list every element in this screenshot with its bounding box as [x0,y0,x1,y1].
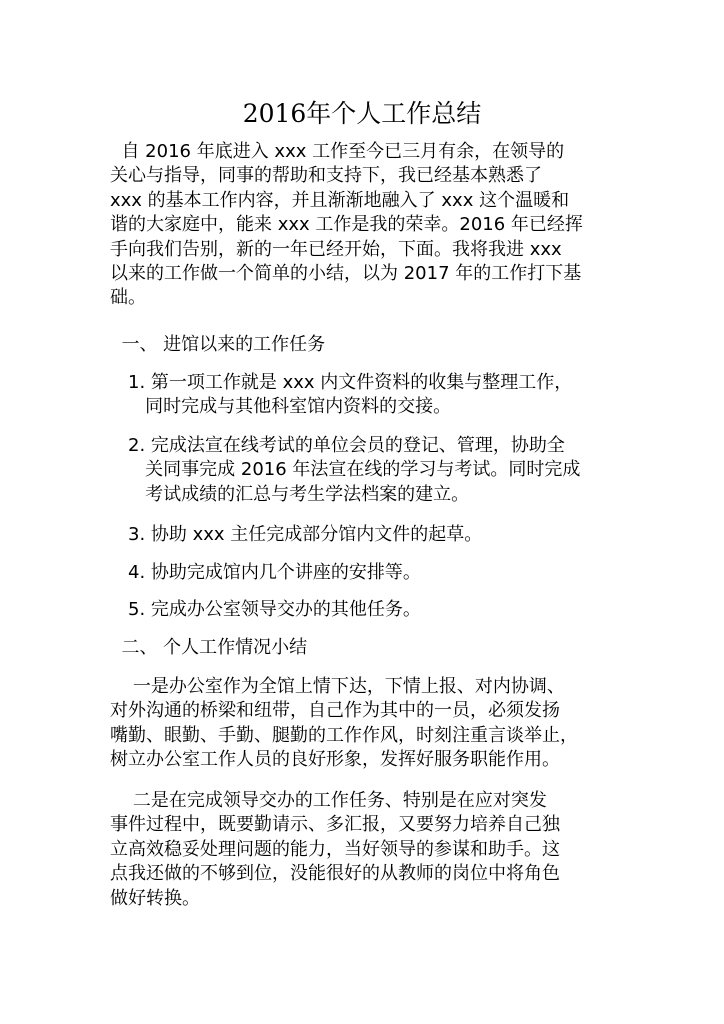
intro-line: 关心与指导，同事的帮助和支持下，我已经基本熟悉了 [110,165,542,187]
intro-line: 自 2016 年底进入 xxx 工作至今已三月有余，在领导的 [110,141,565,162]
intro-line: 谐的大家庭中，能来 xxx 工作是我的荣幸。2016 年已经挥 [110,214,583,236]
list-item: 3. 协助 xxx 主任完成部分馆内文件的起草。 [128,524,483,545]
list-item: 2. 完成法宣在线考试的单位会员的登记、管理，协助全 关同事完成 2016 年法宣在线的学习与考试。同时完成 考试成绩的汇总与考生学法档案的建立。 [128,435,581,505]
intro-line: xxx 的基本工作内容，并且渐渐地融入了 xxx 这个温暖和 [110,189,570,211]
document-title: 2016年个人工作总结 [242,99,482,128]
summary-paragraph-1: 一是办公室作为全馆上情下达，下情上报、对内协调、 对外沟通的桥梁和纽带，自己作为其中的一员，必须发扬 嘴勤、眼勤、手勤、腿勤的工作作风，时刻注重言谈举止， 树立办公室工作人员的良好形象，发挥好服务职能作用。 [110,676,578,771]
intro-line: 础。 [110,287,146,309]
summary-paragraph-2: 二是在完成领导交办的工作任务、特别是在应对突发 事件过程中，既要勤请示、多汇报，又要努力培养自己独 立高效稳妥处理问题的能力，当好领导的参谋和助手。这 点我还做的不够到位，没能很好的从教师的岗位中将角色 做好转换。 [110,790,560,909]
list-item: 1. 第一项工作就是 xxx 内文件资料的收集与整理工作， 同时完成与其他科室馆内资料的交接。 [128,372,573,418]
intro-line: 手向我们告别，新的一年已经开始，下面。我将我进 xxx [110,238,562,260]
intro-line: 以来的工作做一个简单的小结，以为 2017 年的工作打下基 [110,263,582,285]
section-heading-2: 二、 个人工作情况小结 [110,637,308,658]
list-item: 4. 协助完成馆内几个讲座的安排等。 [128,562,421,583]
intro-paragraph [110,140,620,311]
section-heading-1: 一、 进馆以来的工作任务 [110,334,326,355]
list-item: 5. 完成办公室领导交办的其他任务。 [128,599,421,620]
